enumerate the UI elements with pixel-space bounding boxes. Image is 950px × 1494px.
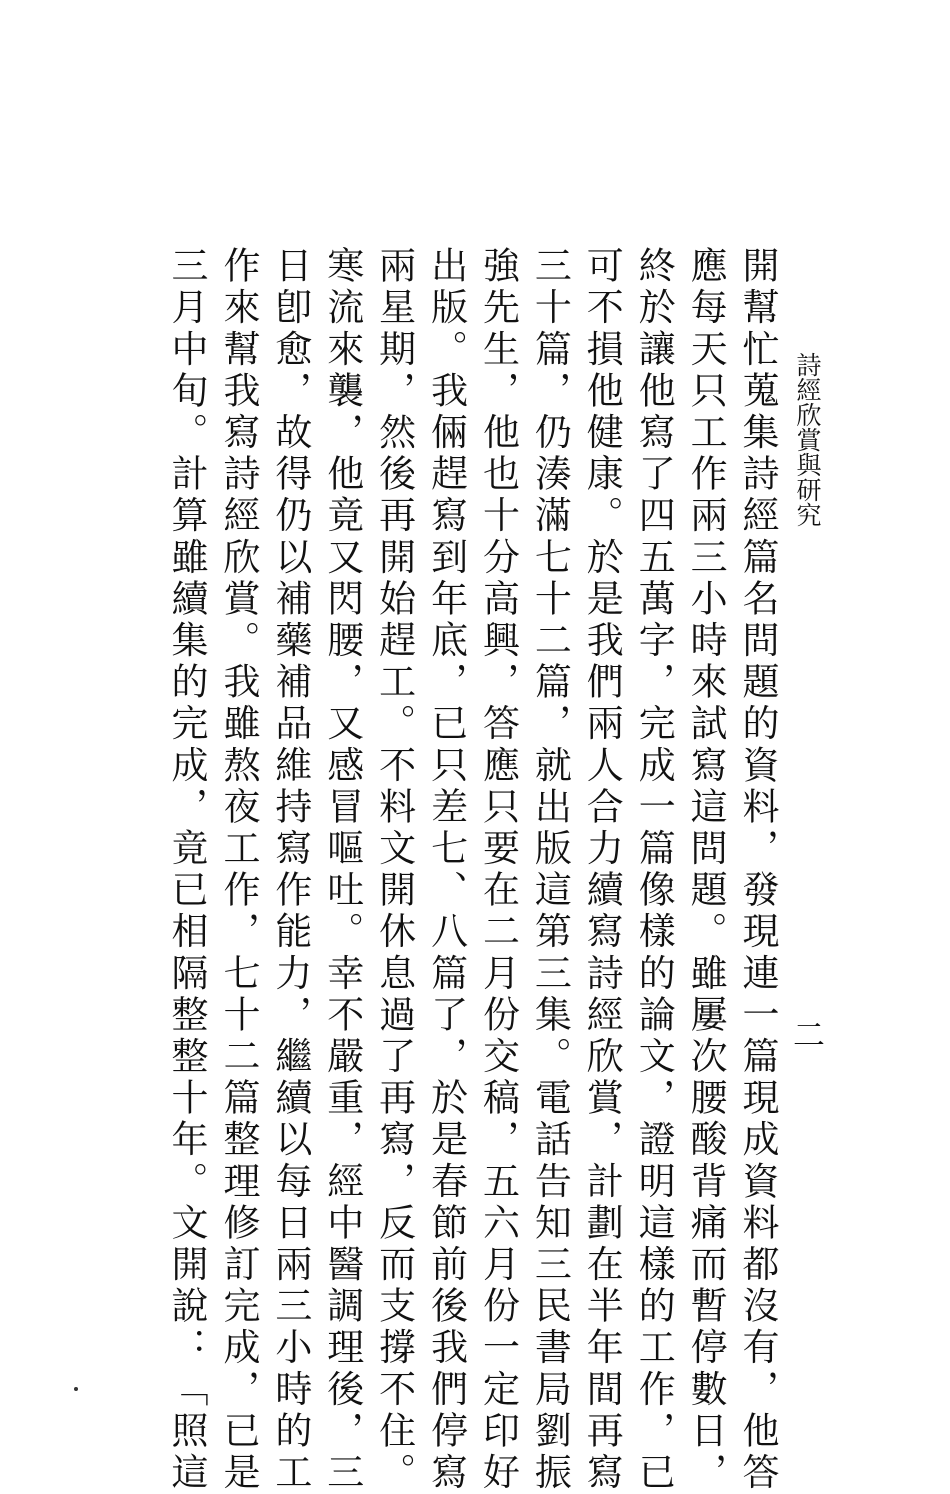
text-column-9: 寒流來襲，他竟又閃腰，又感冒嘔吐。幸不嚴重，經中醫調理後，三	[320, 246, 364, 1494]
text-column-6: 強先生，他也十分高興，答應只要在二月份交稿，五六月份一定印好	[476, 246, 520, 1494]
text-column-3: 終於讓他寫了四五萬字，完成一篇像樣的論文，證明這樣的工作，已	[632, 246, 676, 1494]
text-column-12: 三月中旬。計算雖續集的完成，竟已相隔整整十年。文開說：「照這	[165, 246, 209, 1494]
scan-speck	[74, 1387, 78, 1391]
running-title: 詩經欣賞與研究	[793, 352, 822, 527]
text-column-7: 出版。我倆趕寫到年底，已只差七、八篇了，於是春節前後我們停寫	[424, 246, 468, 1494]
text-column-10: 日卽愈，故得仍以補藥補品維持寫作能力，繼續以每日兩三小時的工	[268, 246, 312, 1494]
text-column-1: 開幫忙蒐集詩經篇名問題的資料，發現連一篇現成資料都沒有，他答	[736, 246, 779, 1494]
text-column-8: 兩星期，然後再開始趕工。不料文開休息過了再寫，反而支撐不住。	[372, 246, 416, 1494]
body-text	[163, 246, 783, 1494]
text-column-11: 作來幫我寫詩經欣賞。我雖熬夜工作，七十二篇整理修訂完成，已是	[216, 246, 260, 1494]
text-column-4: 可不損他健康。於是我們兩人合力續寫詩經欣賞，計劃在半年間再寫	[580, 246, 624, 1494]
text-column-5: 三十篇，仍湊滿七十二篇，就出版這第三集。電話告知三民書局劉振	[528, 246, 572, 1494]
text-column-2: 應每天只工作兩三小時來試寫這問題。雖屢次腰酸背痛而暫停數日，	[684, 246, 728, 1494]
page-number: 二	[788, 1018, 826, 1050]
